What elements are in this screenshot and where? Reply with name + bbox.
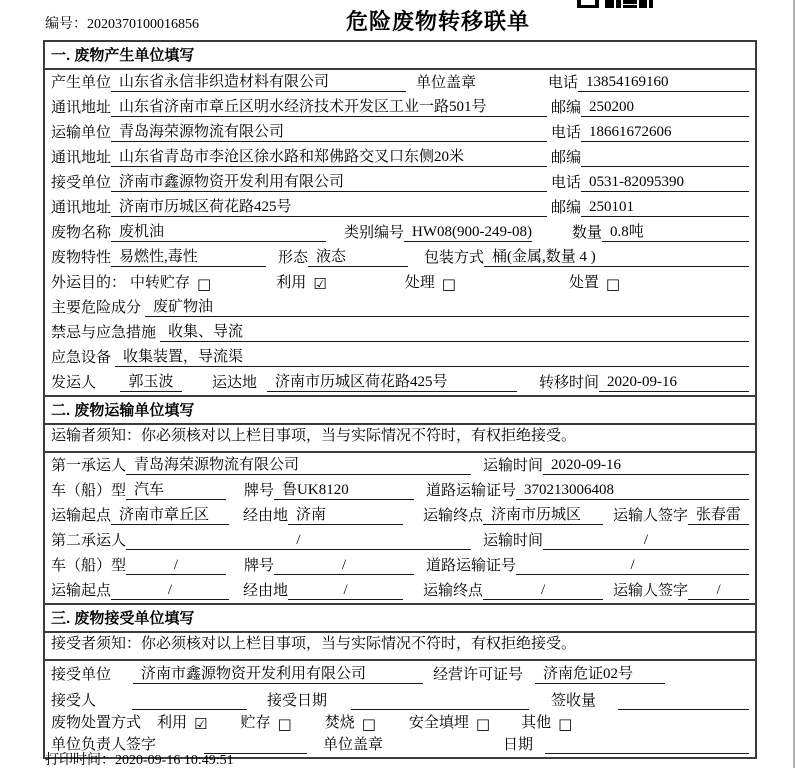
permit-field: 济南危证02号: [535, 662, 665, 684]
masthead: [0, 0, 796, 40]
row-transport-unit: [45, 120, 755, 145]
disposal-option-utilize: [157, 711, 207, 732]
accept-unit-field: 济南市鑫源物资开发利用有限公司: [133, 662, 423, 684]
transport-time1-field: 2020-09-16: [543, 457, 749, 475]
row-receiver-address: [45, 195, 755, 220]
transporter-notice-label: 运输者须知：: [51, 428, 142, 444]
vehicle1-label: 车（船）型: [51, 483, 127, 499]
via1-label: 经由地: [243, 508, 289, 524]
permit-label: 经营许可证号: [433, 667, 524, 683]
category-field: HW08(900-249-08): [404, 224, 532, 242]
accept-date-label: 接受日期: [267, 693, 328, 709]
receiver-field: 济南市鑫源物资开发利用有限公司: [111, 170, 547, 192]
row-hazard: [45, 295, 755, 320]
via2-field: /: [288, 582, 403, 600]
plate1-label: 牌号: [244, 483, 275, 499]
category-label: 类别编号: [344, 225, 405, 241]
section-receiver-title: 三. 废物接受单位填写: [45, 603, 755, 633]
row-receiver-unit: [45, 170, 755, 195]
addr1-label: 通讯地址: [51, 100, 112, 116]
disposal-other-checkbox: □: [558, 714, 573, 733]
disposal-label: 废物处置方式: [51, 715, 142, 731]
license1-label: 道路运输证号: [426, 483, 517, 499]
shipper-label: 发运人: [51, 375, 97, 391]
purpose-option-dispose: [569, 271, 620, 292]
via1-field: 济南: [288, 503, 403, 525]
unit-seal2-label: 单位盖章: [323, 737, 384, 753]
dest-field: 济南市历城区荷花路425号: [267, 370, 517, 392]
purpose-utilize-label: 利用: [276, 275, 307, 291]
row-vehicle2: [45, 553, 755, 578]
waste-name-field: 废机油: [111, 220, 326, 242]
phone3-label: 电话: [551, 175, 582, 191]
form-label: 形态: [278, 250, 309, 266]
serial-value: 2020370100016856: [87, 17, 199, 32]
carrier-field: 青岛海荣源物流有限公司: [111, 120, 547, 142]
pack-label: 包装方式: [424, 250, 485, 266]
license2-label: 道路运输证号: [426, 558, 517, 574]
end1-field: 济南市历城区: [483, 503, 603, 525]
purpose-option-storage: [130, 271, 211, 292]
end2-label: 运输终点: [423, 583, 484, 599]
receiver-notice-label: 接受者须知：: [51, 636, 142, 652]
disposal-other-label: 其他: [521, 715, 552, 731]
traits-label: 废物特性: [51, 250, 112, 266]
disposal-store-label: 贮存: [240, 715, 271, 731]
signer1-label: 运输人签字: [613, 508, 689, 524]
print-time: [45, 749, 234, 768]
signer2-field: /: [688, 582, 749, 600]
addr2-field: 山东省青岛市李沧区徐水路和郑佛路交叉口东侧20米: [111, 145, 547, 167]
received-qty-field: [618, 709, 749, 710]
row-accept-person: [45, 687, 755, 713]
transport-time2-label: 运输时间: [483, 533, 544, 549]
row-disposal-method: [45, 713, 755, 735]
hazard-field: 废矿物油: [145, 295, 749, 317]
disposal-utilize-label: 利用: [157, 715, 188, 731]
addr3-label: 通讯地址: [51, 200, 112, 216]
vehicle2-label: 车（船）型: [51, 558, 127, 574]
chief-date-field: [545, 753, 749, 754]
shipper-field: 郭玉波: [120, 370, 182, 392]
purpose-dispose-label: 处置: [568, 275, 599, 291]
accept-person-field: [132, 709, 247, 710]
carrier-label: 运输单位: [51, 125, 112, 141]
vehicle2-field: /: [126, 557, 226, 575]
disposal-landfill-checkbox: □: [475, 714, 491, 733]
accept-person-label: 接受人: [51, 693, 97, 709]
signer1-field: 张春雷: [688, 503, 749, 525]
unit-seal-label: 单位盖章: [416, 75, 477, 91]
phone1-label: 电话: [548, 75, 579, 91]
license1-field: 370213006408: [516, 482, 749, 500]
carrier2-label: 第二承运人: [51, 533, 127, 549]
section-transporter: [45, 395, 755, 603]
chief-date-label: 日期: [503, 737, 534, 753]
transfer-date-label: 转移时间: [539, 375, 600, 391]
disposal-utilize-checkbox: ☑: [194, 714, 208, 733]
plate2-field: /: [274, 557, 414, 575]
traits-field: 易燃性,毒性: [111, 245, 266, 267]
row-transporter-notice: [45, 425, 755, 453]
qty-label: 数量: [572, 225, 603, 241]
row-second-carrier: [45, 528, 755, 553]
plate1-field: 鲁UK8120: [274, 478, 414, 500]
row-first-carrier: [45, 453, 755, 478]
purpose-utilize-checkbox: ☑: [313, 274, 327, 293]
carrier2-field: /: [126, 532, 471, 550]
phone2-field: 18661672606: [581, 124, 749, 142]
vehicle1-field: 汽车: [126, 478, 226, 500]
chief-sign-label: 单位负责人签字: [51, 737, 157, 753]
row-waste-traits: [45, 245, 755, 270]
phone3-field: 0531-82095390: [581, 174, 749, 192]
zip3-label: 邮编: [551, 200, 582, 216]
accept-date-field: [351, 709, 529, 710]
hazard-label: 主要危险成分: [51, 300, 142, 316]
plate2-label: 牌号: [244, 558, 275, 574]
origin1-label: 运输起点: [51, 508, 112, 524]
receiver-label: 接受单位: [51, 175, 112, 191]
transfer-date-field: 2020-09-16: [599, 374, 749, 392]
row-waste-name: [45, 220, 755, 245]
license2-field: /: [516, 557, 749, 575]
row-measures: [45, 320, 755, 345]
disposal-option-other: [521, 711, 572, 732]
producer-label: 产生单位: [51, 75, 112, 91]
dest-label: 运达地: [212, 375, 258, 391]
measures-label: 禁忌与应急措施: [51, 325, 157, 341]
disposal-store-checkbox: □: [277, 714, 292, 733]
disposal-incinerate-label: 焚烧: [324, 715, 355, 731]
row-transport-address: [45, 145, 755, 170]
signer2-label: 运输人签字: [613, 583, 689, 599]
serial-label: 编号：: [45, 17, 87, 32]
carrier1-label: 第一承运人: [51, 458, 127, 474]
section-transporter-title: 二. 废物运输单位填写: [45, 395, 755, 425]
page-edge-line: [793, 0, 795, 768]
receiver-notice-text: 你必须核对以上栏目事项，当与实际情况不符时，有权拒绝接受。: [141, 636, 577, 652]
disposal-landfill-label: 安全填埋: [408, 715, 469, 731]
row-route1: [45, 503, 755, 528]
accept-unit-label: 接受单位: [51, 667, 112, 683]
purpose-dispose-checkbox: □: [605, 274, 621, 293]
carrier1-field: 青岛海荣源物流有限公司: [126, 453, 471, 475]
row-route2: [45, 578, 755, 603]
qty-field: 0.8吨: [602, 220, 749, 242]
zip1-label: 邮编: [551, 100, 582, 116]
equip-label: 应急设备: [51, 350, 112, 366]
zip3-field: 250101: [581, 199, 749, 217]
phone2-label: 电话: [551, 125, 582, 141]
transport-time2-field: /: [543, 532, 749, 550]
equip-field: 收集装置，导流渠: [115, 345, 749, 367]
zip2-field: [581, 166, 749, 167]
purpose-option-utilize: [276, 271, 326, 292]
end1-label: 运输终点: [423, 508, 484, 524]
origin2-label: 运输起点: [51, 583, 112, 599]
origin1-field: 济南市章丘区: [111, 503, 229, 525]
via2-label: 经由地: [243, 583, 289, 599]
pack-field: 桶(金属,数量 4 ): [484, 245, 749, 267]
origin2-field: /: [111, 582, 229, 600]
section-producer-title: 一. 废物产生单位填写: [45, 42, 755, 70]
disposal-incinerate-checkbox: □: [361, 714, 376, 733]
row-shipper: [45, 370, 755, 395]
row-vehicle1: [45, 478, 755, 503]
disposal-option-incinerate: [325, 711, 376, 732]
transport-time1-label: 运输时间: [483, 458, 544, 474]
row-accept-unit: [45, 661, 755, 687]
print-time-value: 2020-09-16 10:49:51: [115, 753, 234, 768]
print-time-label: 打印时间：: [45, 753, 115, 768]
transporter-notice-text: 你必须核对以上栏目事项，当与实际情况不符时，有权拒绝接受。: [141, 428, 577, 444]
end2-field: /: [483, 582, 603, 600]
purpose-treat-label: 处理: [404, 275, 435, 291]
purpose-storage-checkbox: □: [197, 274, 212, 293]
transfer-form: [43, 40, 757, 759]
row-purpose: [45, 270, 755, 295]
row-equipment: [45, 345, 755, 370]
purpose-storage-label: 中转贮存: [130, 275, 191, 291]
addr3-field: 济南市历城区荷花路425号: [111, 195, 547, 217]
zip1-field: 250200: [581, 99, 749, 117]
received-qty-label: 签收量: [551, 693, 597, 709]
measures-field: 收集、导流: [160, 320, 749, 342]
disposal-option-landfill: [409, 711, 490, 732]
section-producer: [45, 42, 755, 395]
purpose-treat-checkbox: □: [441, 274, 456, 293]
row-producer-address: [45, 95, 755, 120]
addr2-label: 通讯地址: [51, 150, 112, 166]
addr1-field: 山东省济南市章丘区明水经济技术开发区工业一路501号: [111, 95, 547, 117]
page-title: 危险废物转移联单: [345, 9, 530, 34]
phone1-field: 13854169160: [578, 74, 749, 92]
waste-name-label: 废物名称: [51, 225, 112, 241]
purpose-label: 外运目的：: [51, 275, 127, 291]
form-field: 液态: [308, 245, 408, 267]
producer-field: 山东省永信非织造材料有限公司: [111, 70, 406, 92]
row-producer: [45, 70, 755, 95]
row-receiver-notice: [45, 633, 755, 661]
zip2-label: 邮编: [551, 150, 582, 166]
purpose-option-treat: [405, 271, 456, 292]
section-receiver: [45, 603, 755, 757]
disposal-option-store: [240, 711, 291, 732]
